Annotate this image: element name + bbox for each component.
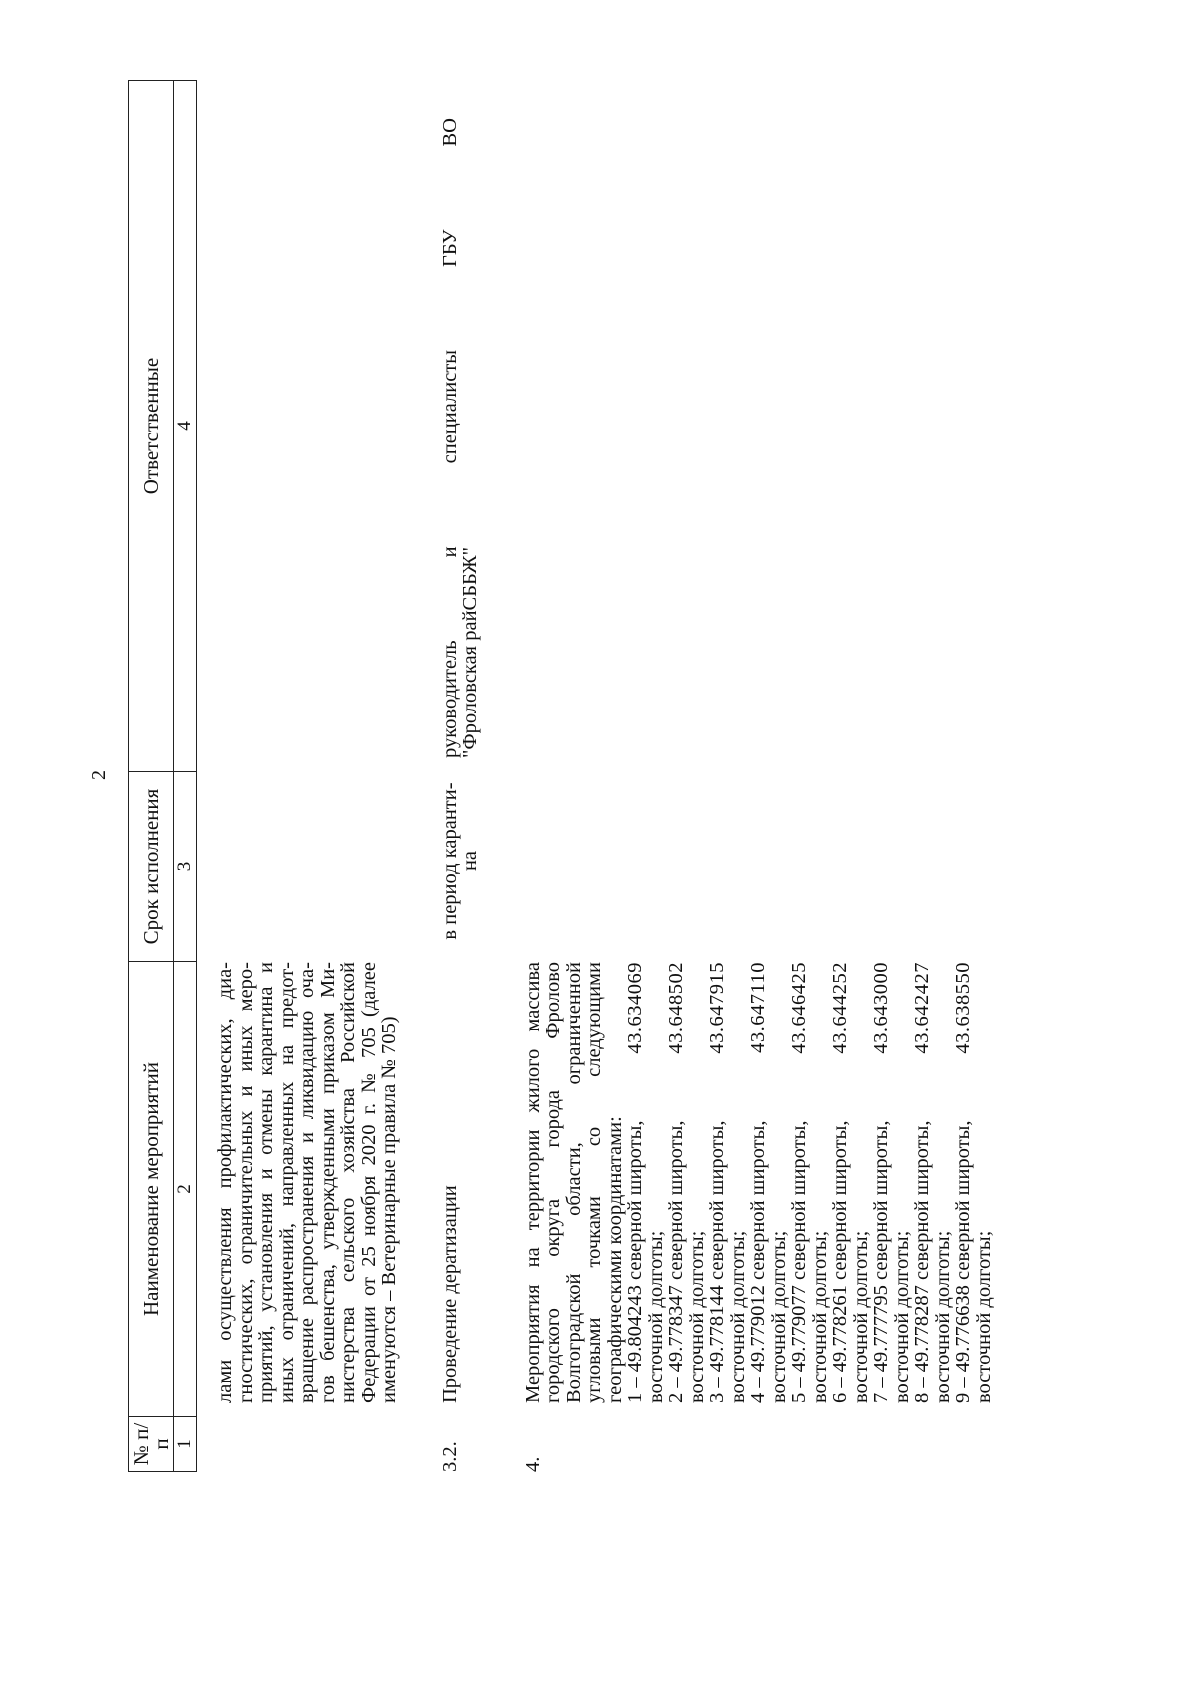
header-num-4: 4 [174, 81, 197, 772]
table-header [128, 80, 197, 1472]
table-body [215, 80, 994, 1472]
table-row [523, 80, 995, 1472]
header-num-3: 3 [174, 772, 197, 962]
term: в период каранти- на [438, 782, 481, 940]
coordinate-line: 7 – 49.777795 северной широты, 43.643000 [870, 962, 892, 1403]
header-responsible-col: Ответственные [129, 81, 174, 772]
header-num-1: 1 [174, 1417, 197, 1472]
coordinate-line: 5 – 49.779077 северной широты, 43.646425 [788, 962, 810, 1403]
header-name-col: Наименование мероприятий [129, 962, 174, 1417]
header-number-col: № п/п [129, 1417, 174, 1472]
coordinate-line: 2 – 49.778347 северной широты, 43.648502 [665, 962, 687, 1403]
responsible: руководитель и специалисты ГБУ ВО "Фроловская райСББЖ" [438, 118, 481, 758]
header-term-col: Срок исполнения [129, 772, 174, 962]
row-number: 4. [521, 1456, 544, 1472]
coordinate-line: 4 – 49.779012 северной широты, 43.647110 [747, 962, 769, 1403]
row-number: 3.2. [438, 1441, 461, 1472]
activity-description: Мероприятия на территории жилого массива городского округа города Фролово Волгоградской области, ограниченной угловыми точками со следующими географическими координатами: 1 – 49.804243 северной широты, 43.634069 восточной долготы; 2 – 49.778347 северной широты, 43.648502 восточной долготы; 3 – 49.778144 северной широты, 43.647915 восточной долготы; 4 – 49.779012 северной широты, 43.647110 восточной долготы; 5 – 49.779077 северной широты, 43.646425 восточной долготы; 6 – 49.778261 северной широты, 43.644252 восточной долготы; 7 – 49.777795 северной широты, 43.643000 восточной долготы; 8 – 49.778287 северной широты, 43.642427 восточной долготы; 9 – 49.776638 северной широты, 43.638550 восточной долготы; [521, 962, 995, 1403]
continued-text: лами осуществления профилактических, диа- гностических, ограничительных и иных меро- приятий, установления и отмены карантина и иных ограничений, направленных на предот- вращение распространения и ликвидацию оча- гов бешенства, утвержденными приказом Ми- нистерства сельского хозяйства Российской Федерации от 25 ноября 2020 г. № 705 (далее именуются – Ветеринарные правила № 705) [214, 962, 400, 1403]
coordinate-line: 1 – 49.804243 северной широты, 43.634069 [624, 962, 646, 1403]
table-row [215, 80, 400, 1472]
coordinate-line: 8 – 49.778287 северной широты, 43.642427 [911, 962, 933, 1403]
table-row [440, 80, 481, 1472]
coordinate-line: 3 – 49.778144 северной широты, 43.647915 [706, 962, 728, 1403]
header-num-2: 2 [174, 962, 197, 1417]
rotated-document-page [50, 60, 1100, 1560]
activity-name: Проведение дератизации [438, 1185, 461, 1403]
coordinate-line: 9 – 49.776638 северной широты, 43.638550 [952, 962, 974, 1403]
coordinate-line: 6 – 49.778261 северной широты, 43.644252 [829, 962, 851, 1403]
page-number: 2 [88, 770, 110, 780]
